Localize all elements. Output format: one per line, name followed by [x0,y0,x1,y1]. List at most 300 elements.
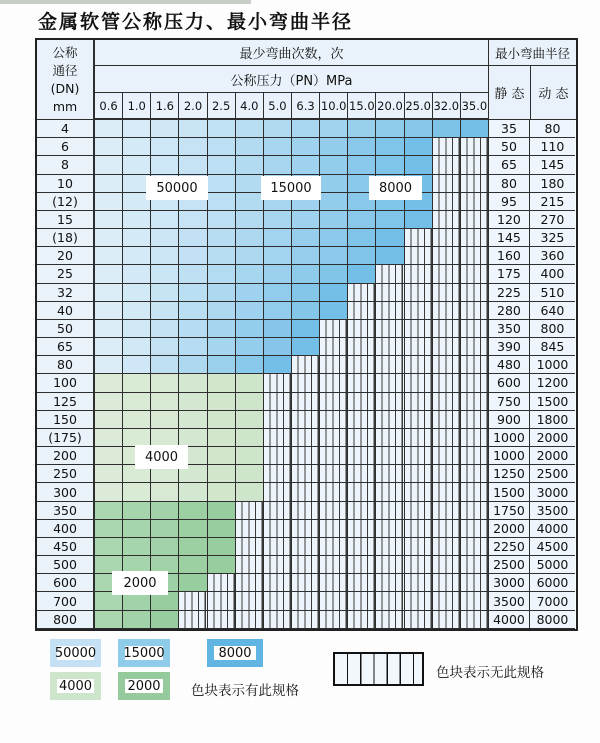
no-spec-cell [348,338,376,356]
spec-cell [95,302,123,320]
no-spec-cell [348,429,376,447]
table-row [37,138,576,156]
dynamic-radius-cell: 1500 [530,393,575,411]
spec-cell [151,538,179,556]
no-spec-cell [264,393,292,411]
no-spec-cell [405,265,433,283]
no-spec-cell [320,574,348,592]
spec-cell [208,356,236,374]
pressure-col-header: 15.0 [348,93,376,120]
no-spec-cell [264,429,292,447]
no-spec-cell [236,611,264,629]
table-row [37,483,576,501]
spec-cell [151,265,179,283]
spec-cell [348,265,376,283]
spec-cell [236,429,264,447]
spec-cell [95,592,123,610]
no-spec-cell [292,611,320,629]
no-spec-cell [376,465,404,483]
spec-cell [292,120,320,138]
dn-cell: (12) [37,193,95,211]
no-spec-cell [320,411,348,429]
table-row [37,229,576,247]
spec-cell [236,284,264,302]
spec-cell [123,320,151,338]
spec-cell [264,265,292,283]
no-spec-cell [236,592,264,610]
spec-cell [208,156,236,174]
no-spec-cell [376,374,404,392]
spec-cell [376,211,404,229]
legend-block-2000 [118,672,170,700]
static-radius-cell: 225 [488,284,530,302]
no-spec-cell [320,320,348,338]
spec-cell [376,247,404,265]
static-radius-cell: 1250 [488,465,530,483]
table-row [37,356,576,374]
spec-cell [292,229,320,247]
static-radius-cell: 120 [488,211,530,229]
legend-label: 2000 [127,678,161,694]
spec-cell [208,284,236,302]
spec-cell [151,502,179,520]
spec-cell [405,120,433,138]
cycle-count-label: 8000 [369,176,422,200]
dynamic-radius-cell: 3000 [530,483,575,501]
dynamic-radius-cell: 2000 [530,429,575,447]
spec-cell [320,265,348,283]
no-spec-cell [405,483,433,501]
spec-cell [95,374,123,392]
spec-cell [236,447,264,465]
spec-cell [151,520,179,538]
no-spec-cell [461,211,489,229]
no-spec-cell [405,356,433,374]
no-spec-cell [348,374,376,392]
spec-cell [95,211,123,229]
no-spec-cell [433,465,461,483]
spec-cell [123,302,151,320]
spec-cell [236,320,264,338]
no-spec-cell [348,393,376,411]
table-row [37,465,576,483]
spec-cell [123,284,151,302]
no-spec-cell [376,520,404,538]
no-spec-cell [433,175,461,193]
spec-cell [236,193,264,211]
no-spec-cell [433,538,461,556]
no-spec-cell [461,393,489,411]
spec-cell [264,284,292,302]
dn-cell: 6 [37,138,95,156]
spec-cell [179,338,207,356]
table-row [37,611,576,629]
spec-cell [123,592,151,610]
spec-cell [236,265,264,283]
no-spec-cell [433,302,461,320]
spec-cell [208,211,236,229]
spec-cell [123,156,151,174]
dynamic-radius-cell: 325 [530,229,575,247]
spec-cell [208,429,236,447]
legend-label: 50000 [54,645,97,661]
spec-cell [123,393,151,411]
no-spec-cell [405,429,433,447]
no-spec-cell [376,574,404,592]
static-radius-cell: 65 [488,156,530,174]
spec-cell [208,411,236,429]
spec-cell [208,483,236,501]
spec-cell [179,483,207,501]
pressure-col-header: 20.0 [376,93,404,120]
spec-cell [151,393,179,411]
spec-cell [179,265,207,283]
spec-cell [264,247,292,265]
spec-cell [151,156,179,174]
no-spec-cell [405,374,433,392]
no-spec-cell [320,520,348,538]
spec-cell [264,120,292,138]
static-radius-cell: 175 [488,265,530,283]
spec-cell [292,338,320,356]
static-radius-cell: 4000 [488,611,530,629]
no-spec-cell [292,592,320,610]
no-spec-cell [208,611,236,629]
pressure-col-header: 35.0 [461,93,489,120]
dn-cell: 600 [37,574,95,592]
no-spec-cell [264,483,292,501]
no-spec-cell [433,483,461,501]
legend-label: 15000 [123,645,165,661]
no-spec-cell [376,447,404,465]
no-spec-cell [405,574,433,592]
spec-cell [208,556,236,574]
dynamic-radius-cell: 4500 [530,538,575,556]
spec-cell [179,211,207,229]
spec-cell [236,302,264,320]
no-spec-cell [461,302,489,320]
spec-cell [264,320,292,338]
cycle-count-label: 4000 [135,445,188,469]
static-radius-cell: 1500 [488,483,530,501]
no-spec-cell [264,556,292,574]
static-radius-cell: 3500 [488,592,530,610]
no-spec-cell [179,592,207,610]
no-spec-cell [461,502,489,520]
no-spec-cell [348,538,376,556]
spec-cell [236,338,264,356]
spec-cell [179,138,207,156]
static-radius-cell: 1000 [488,429,530,447]
no-spec-cell [208,574,236,592]
table-row [37,374,576,392]
no-spec-cell [348,611,376,629]
table-row [37,411,576,429]
no-spec-cell [433,356,461,374]
spec-cell [151,302,179,320]
no-spec-cell [376,338,404,356]
spec-cell [151,611,179,629]
dynamic-radius-cell: 510 [530,284,575,302]
dynamic-radius-cell: 2000 [530,447,575,465]
no-spec-cell [376,411,404,429]
no-spec-cell [292,574,320,592]
spec-cell [151,338,179,356]
legend-no-spec-block [333,652,424,686]
no-spec-cell [433,592,461,610]
dn-cell: 8 [37,156,95,174]
spec-cell [179,374,207,392]
no-spec-cell [376,502,404,520]
static-radius-cell: 390 [488,338,530,356]
spec-cell [348,211,376,229]
dynamic-radius-cell: 215 [530,193,575,211]
spec-cell [320,229,348,247]
static-radius-cell: 280 [488,302,530,320]
spec-cell [236,393,264,411]
spec-cell [236,483,264,501]
no-spec-cell [433,211,461,229]
no-spec-cell [433,447,461,465]
no-spec-cell [461,338,489,356]
no-spec-cell [433,265,461,283]
dynamic-radius-cell: 1000 [530,356,575,374]
dynamic-radius-cell: 80 [530,120,575,138]
no-spec-cell [461,229,489,247]
spec-cell [433,120,461,138]
no-spec-cell [376,320,404,338]
spec-cell [95,483,123,501]
spec-cell [292,156,320,174]
no-spec-cell [348,556,376,574]
spec-cell [208,502,236,520]
spec-cell [123,483,151,501]
spec-cell [95,156,123,174]
spec-cell [236,465,264,483]
no-spec-cell [433,229,461,247]
legend-block-4000 [50,672,101,700]
no-spec-cell [433,374,461,392]
table-row [37,429,576,447]
spec-cell [405,211,433,229]
spec-cell [405,138,433,156]
table-row [37,211,576,229]
spec-cell [292,247,320,265]
spec-cell [236,120,264,138]
no-spec-cell [405,284,433,302]
spec-cell [320,302,348,320]
no-spec-cell [292,520,320,538]
spec-cell [264,338,292,356]
no-spec-cell [376,356,404,374]
no-spec-cell [376,302,404,320]
no-spec-cell [292,502,320,520]
dynamic-radius-cell: 2500 [530,465,575,483]
no-spec-cell [264,465,292,483]
spec-cell [179,538,207,556]
legend-has-spec-note: 色块表示有此规格 [191,683,299,699]
no-spec-cell [320,611,348,629]
dn-cell: 500 [37,556,95,574]
spec-cell [151,211,179,229]
static-radius-cell: 750 [488,393,530,411]
no-spec-cell [292,356,320,374]
spec-cell [292,302,320,320]
spec-cell [95,320,123,338]
no-spec-cell [320,338,348,356]
no-spec-cell [433,556,461,574]
spec-cell [208,120,236,138]
no-spec-cell [348,483,376,501]
spec-cell [320,211,348,229]
no-spec-cell [405,520,433,538]
static-radius-cell: 480 [488,356,530,374]
no-spec-cell [348,520,376,538]
no-spec-cell [405,247,433,265]
no-spec-cell [405,320,433,338]
dn-cell: 250 [37,465,95,483]
no-spec-cell [461,556,489,574]
spec-cell [123,229,151,247]
spec-cell [123,502,151,520]
dn-header-line: 公称 [52,44,78,60]
no-spec-cell [292,411,320,429]
pressure-col-header: 10.0 [320,93,348,120]
spec-cell [236,156,264,174]
legend-block-50000 [50,639,101,667]
spec-cell [320,247,348,265]
spec-cell [461,120,489,138]
no-spec-cell [320,556,348,574]
no-spec-cell [292,447,320,465]
spec-cell [95,411,123,429]
no-spec-cell [236,502,264,520]
spec-cell [151,320,179,338]
dynamic-radius-cell: 180 [530,175,575,193]
table-row [37,520,576,538]
spec-cell [95,284,123,302]
spec-cell [264,156,292,174]
no-spec-cell [376,611,404,629]
spec-cell [95,465,123,483]
spec-cell [264,211,292,229]
no-spec-cell [348,592,376,610]
spec-cell [151,374,179,392]
spec-cell [376,156,404,174]
spec-cell [95,429,123,447]
no-spec-cell [461,193,489,211]
pressure-col-header: 4.0 [236,93,264,120]
spec-cell [208,447,236,465]
static-radius-cell: 600 [488,374,530,392]
no-spec-cell [433,502,461,520]
no-spec-cell [405,393,433,411]
pressure-col-header: 2.0 [179,93,207,120]
spec-cell [208,302,236,320]
spec-cell [292,211,320,229]
spec-cell [179,356,207,374]
spec-cell [320,156,348,174]
no-spec-cell [236,556,264,574]
spec-cell [179,502,207,520]
spec-cell [320,138,348,156]
spec-cell [236,411,264,429]
no-spec-cell [376,284,404,302]
spec-cell [208,374,236,392]
no-spec-cell [348,465,376,483]
no-spec-cell [348,356,376,374]
spec-cell [208,393,236,411]
spec-cell [292,138,320,156]
no-spec-cell [461,465,489,483]
legend-label: 8000 [218,645,252,661]
spec-cell [264,356,292,374]
no-spec-cell [348,447,376,465]
dynamic-radius-cell: 4000 [530,520,575,538]
dn-column-header [37,40,95,120]
table-row [37,338,576,356]
no-spec-cell [461,356,489,374]
no-spec-cell [461,538,489,556]
spec-cell [320,120,348,138]
dynamic-radius-cell: 6000 [530,574,575,592]
dn-cell: 65 [37,338,95,356]
no-spec-cell [405,502,433,520]
spec-cell [236,138,264,156]
no-spec-cell [433,429,461,447]
spec-table [35,38,578,631]
dn-cell: 10 [37,175,95,193]
spec-cell [179,284,207,302]
no-spec-cell [433,411,461,429]
no-spec-cell [461,447,489,465]
no-spec-cell [433,320,461,338]
spec-cell [292,284,320,302]
spec-cell [292,320,320,338]
page-title: 金属软管公称压力、最小弯曲半径 [38,11,354,33]
no-spec-cell [348,502,376,520]
table-row [37,393,576,411]
no-spec-cell [405,611,433,629]
no-spec-cell [264,538,292,556]
spec-cell [151,247,179,265]
static-radius-cell: 900 [488,411,530,429]
static-radius-cell: 2000 [488,520,530,538]
spec-cell [376,138,404,156]
static-radius-cell: 95 [488,193,530,211]
spec-cell [348,247,376,265]
no-spec-cell [320,393,348,411]
spec-cell [95,120,123,138]
no-spec-cell [405,592,433,610]
spec-cell [95,265,123,283]
no-spec-cell [376,483,404,501]
no-spec-cell [236,520,264,538]
spec-cell [236,211,264,229]
dn-cell: 40 [37,302,95,320]
no-spec-cell [405,229,433,247]
spec-cell [151,138,179,156]
table-row [37,592,576,610]
spec-cell [151,120,179,138]
no-spec-cell [348,320,376,338]
dynamic-radius-cell: 3500 [530,502,575,520]
no-spec-cell [320,483,348,501]
no-spec-cell [236,538,264,556]
spec-cell [123,538,151,556]
no-spec-cell [264,611,292,629]
table-row [37,247,576,265]
